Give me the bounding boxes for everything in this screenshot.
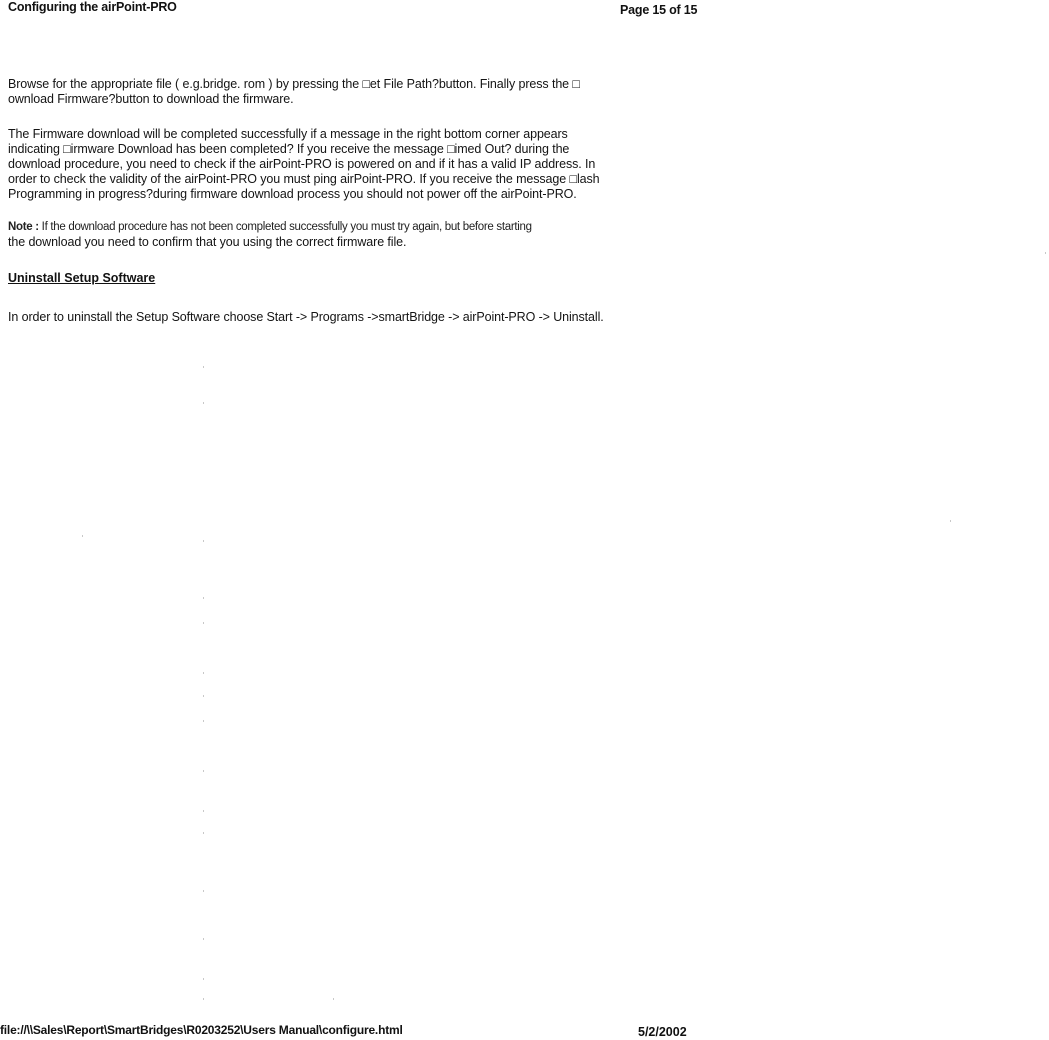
scan-speck bbox=[950, 520, 951, 522]
scan-speck bbox=[203, 890, 204, 892]
scan-speck bbox=[333, 998, 334, 1000]
paragraph-download-status bbox=[8, 127, 676, 202]
scan-speck bbox=[203, 597, 204, 599]
scan-speck bbox=[203, 540, 204, 542]
footer-file-path: file://\\Sales\Report\SmartBridges\R0203252\Users Manual\configure.html bbox=[0, 1023, 403, 1037]
scan-speck bbox=[203, 998, 204, 1000]
note-first-line bbox=[8, 220, 676, 235]
paragraph-line: download procedure, you need to check if the airPoint-PRO is powered on and if it has a valid IP address. In bbox=[8, 157, 596, 171]
scan-speck bbox=[203, 695, 204, 697]
scan-speck bbox=[203, 622, 204, 624]
paragraph-line: In order to uninstall the Setup Software choose Start -> Programs ->smartBridge -> airPoint-PRO -> Uninstall. bbox=[8, 310, 604, 324]
scan-speck bbox=[82, 535, 83, 537]
paragraph-line: order to check the validity of the airPoint-PRO you must ping airPoint-PRO. If you receive the message □lash bbox=[8, 172, 600, 186]
footer-date: 5/2/2002 bbox=[638, 1025, 687, 1039]
note-text: If the download procedure has not been completed successfully you must try again, but before starting bbox=[38, 221, 532, 233]
scan-speck bbox=[203, 770, 204, 772]
scan-speck bbox=[203, 720, 204, 722]
paragraph-line: The Firmware download will be completed successfully if a message in the right bottom corner appears bbox=[8, 127, 568, 141]
scan-speck bbox=[203, 938, 204, 940]
section-heading-uninstall: Uninstall Setup Software bbox=[8, 271, 156, 285]
paragraph-line: ownload Firmware?button to download the firmware. bbox=[8, 92, 294, 106]
scan-speck bbox=[203, 978, 204, 980]
scan-speck bbox=[203, 810, 204, 812]
paragraph-line: Browse for the appropriate file ( e.g.bridge. rom ) by pressing the □et File Path?button. Finally press the □ bbox=[8, 77, 580, 91]
note-label: Note : bbox=[8, 221, 39, 233]
paragraph-uninstall bbox=[8, 310, 676, 325]
scan-speck bbox=[1045, 252, 1046, 254]
paragraph-line: Programming in progress?during firmware download process you should not power off the airPoint-PRO. bbox=[8, 187, 577, 201]
document-title: Configuring the airPoint-PRO bbox=[8, 0, 177, 14]
note-paragraph bbox=[8, 220, 676, 250]
scan-speck bbox=[203, 832, 204, 834]
note-second-line: the download you need to confirm that you using the correct firmware file. bbox=[8, 235, 407, 249]
paragraph-line: indicating □irmware Download has been completed? If you receive the message □imed Out? during the bbox=[8, 142, 570, 156]
page-number: Page 15 of 15 bbox=[620, 3, 698, 17]
scan-speck bbox=[203, 672, 204, 674]
paragraph-browse-file bbox=[8, 77, 676, 107]
scan-speck bbox=[203, 402, 204, 404]
scan-speck bbox=[203, 366, 204, 368]
